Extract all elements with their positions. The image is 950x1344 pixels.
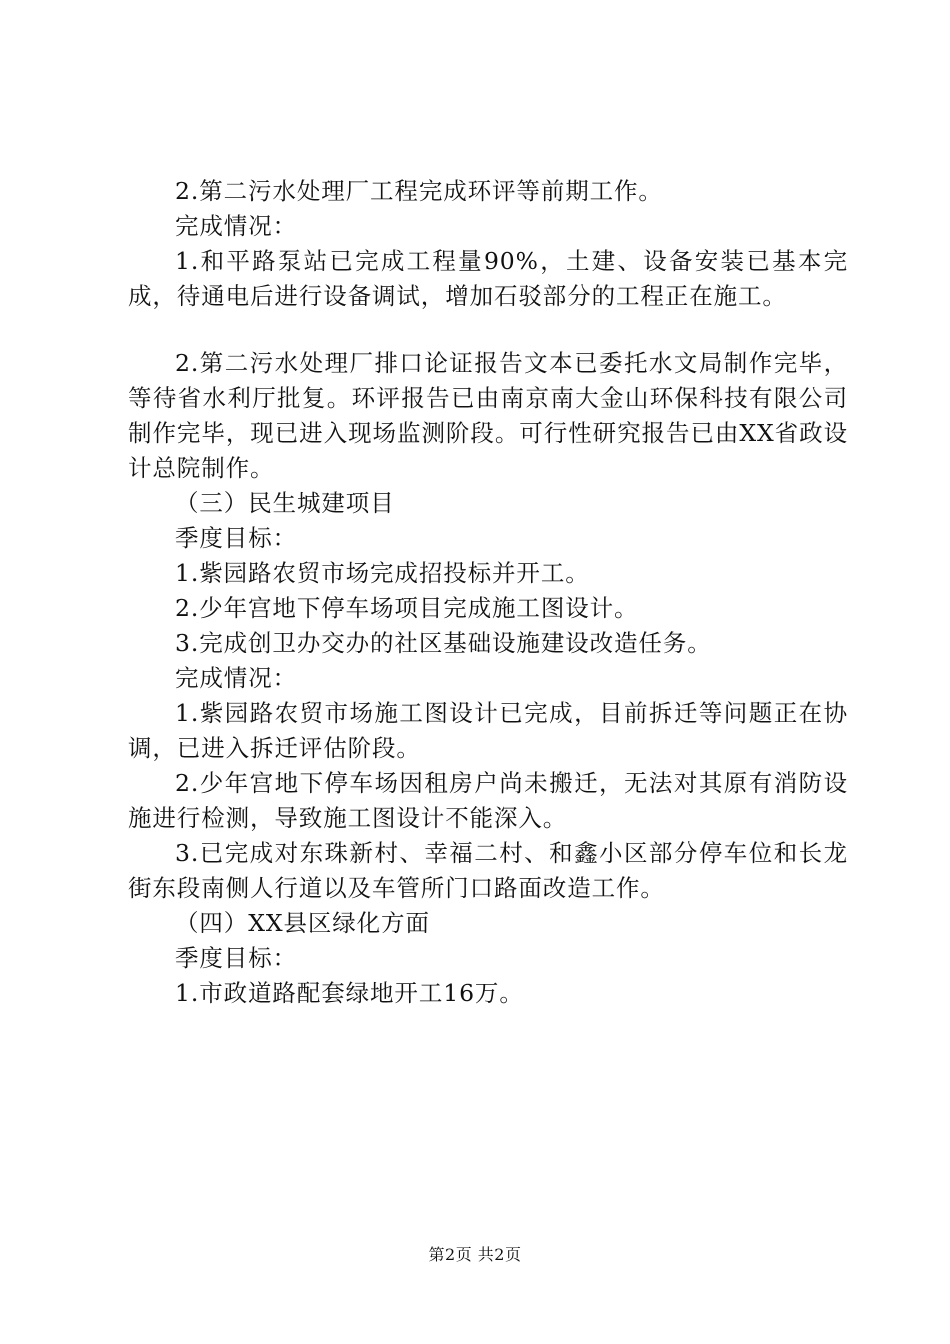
- paragraph: 季度目标：: [175, 944, 297, 972]
- paragraph: 2.第二污水处理厂排口论证报告文本已委托水文局制作完毕，等待省水利厅批复。环评报告已由南京南大金山环保科技有限公司制作完毕，现已进入现场监测阶段。可行性研究报告已由XX省政设计总院制作。: [128, 349, 848, 482]
- page-number: 第2页 共2页: [428, 1245, 522, 1264]
- paragraph: 3.已完成对东珠新村、幸福二村、和鑫小区部分停车位和长龙街东段南侧人行道以及车管所门口路面改造工作。: [128, 839, 848, 902]
- paragraph: 1.和平路泵站已完成工程量90%，土建、设备安装已基本完成，待通电后进行设备调试，增加石驳部分的工程正在施工。: [128, 247, 848, 310]
- paragraph: 完成情况：: [175, 212, 297, 240]
- paragraph: 季度目标：: [175, 524, 297, 552]
- paragraph: 2.第二污水处理厂工程完成环评等前期工作。: [175, 177, 663, 205]
- section-heading: （四）XX县区绿化方面: [175, 909, 430, 937]
- paragraph: 1.市政道路配套绿地开工16万。: [175, 979, 524, 1007]
- paragraph: 3.完成创卫办交办的社区基础设施建设改造任务。: [175, 629, 712, 657]
- paragraph: 1.紫园路农贸市场完成招投标并开工。: [175, 559, 590, 587]
- paragraph: 1.紫园路农贸市场施工图设计已完成，目前拆迁等问题正在协调，已进入拆迁评估阶段。: [128, 699, 848, 762]
- paragraph: 2.少年宫地下停车场项目完成施工图设计。: [175, 594, 639, 622]
- paragraph: 2.少年宫地下停车场因租房户尚未搬迁，无法对其原有消防设施进行检测，导致施工图设计不能深入。: [128, 769, 848, 832]
- document-body: [128, 174, 848, 1011]
- section-heading: （三）民生城建项目: [175, 489, 395, 517]
- paragraph: 完成情况：: [175, 664, 297, 692]
- page-footer: [0, 1244, 950, 1266]
